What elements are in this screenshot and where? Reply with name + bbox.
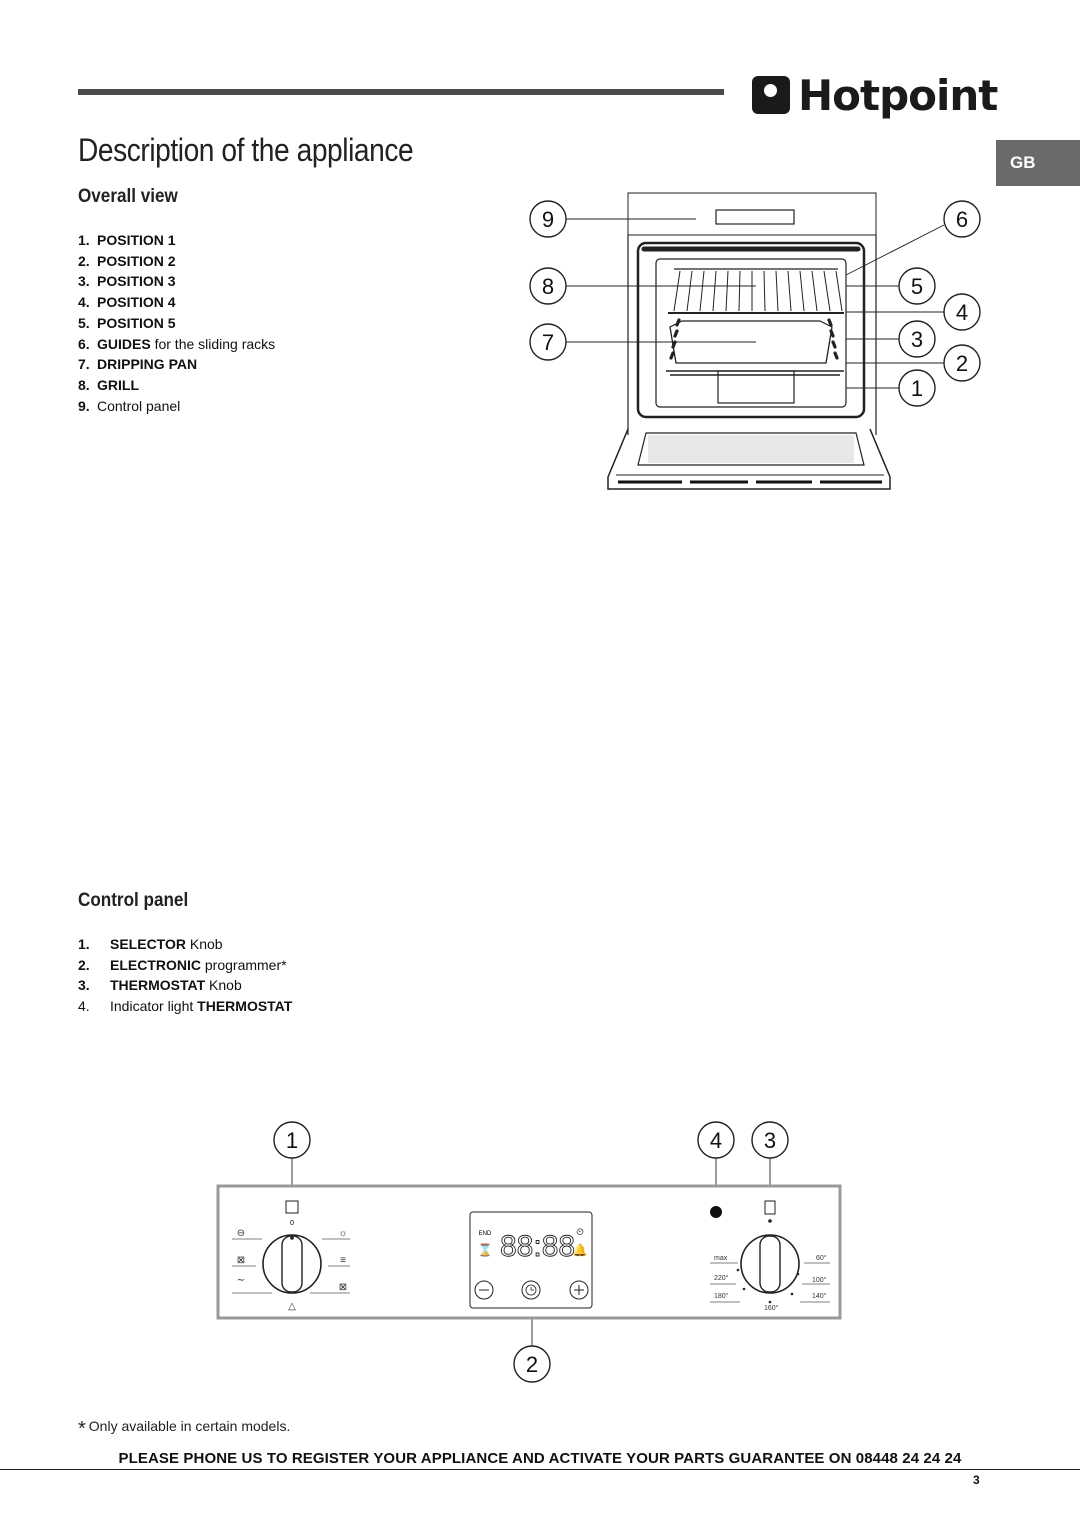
overall-view-heading: Overall view	[78, 186, 178, 207]
callout-4: 4	[955, 300, 969, 325]
list-item: 1. SELECTOR Knob	[78, 936, 223, 952]
minus-button[interactable]	[475, 1281, 493, 1299]
footnote: * Only available in certain models.	[78, 1418, 291, 1440]
alarm-clock-icon: ⏲	[576, 1227, 584, 1238]
callout-6: 6	[955, 207, 969, 232]
clock-button[interactable]	[522, 1281, 540, 1299]
control-panel-heading: Control panel	[78, 890, 189, 911]
control-panel-list	[78, 934, 292, 1017]
svg-text:220°: 220°	[714, 1275, 729, 1282]
header-rule	[78, 89, 724, 95]
pizza-icon: △	[288, 1301, 296, 1312]
list-item: 4. POSITION 4	[78, 294, 176, 311]
svg-text:0: 0	[290, 1220, 294, 1227]
digital-display: 88:88	[500, 1230, 576, 1263]
thermostat-indicator-light	[710, 1206, 722, 1218]
top-heat-icon: ≡	[340, 1255, 346, 1266]
side-guides	[671, 320, 837, 358]
list-item: 3. THERMOSTAT Knob	[78, 977, 242, 994]
display-window	[716, 210, 794, 224]
page-number: 3	[973, 1473, 980, 1487]
list-item: 4. Indicator light THERMOSTAT	[78, 998, 293, 1015]
list-item: 9. Control panel	[78, 397, 181, 414]
callout-1: 1	[285, 1128, 299, 1153]
svg-text:max: max	[714, 1255, 728, 1262]
list-item: 8. GRILL	[78, 376, 139, 393]
callout-3: 3	[910, 327, 924, 352]
bell-icon: 🔔	[572, 1243, 588, 1257]
list-item: 1. POSITION 1	[78, 232, 176, 248]
svg-text:180°: 180°	[714, 1293, 729, 1300]
list-item: 5. POSITION 5	[78, 314, 176, 331]
hourglass-icon: ⌛	[477, 1243, 493, 1257]
svg-text:60°: 60°	[816, 1255, 827, 1262]
hotpoint-logo-icon	[752, 76, 790, 114]
list-item: 2. POSITION 2	[78, 252, 176, 269]
callout-1: 1	[910, 376, 924, 401]
overall-view-list	[78, 230, 275, 416]
callout-4: 4	[709, 1128, 723, 1153]
grill-rack	[668, 269, 844, 313]
list-item: 7. DRIPPING PAN	[78, 356, 198, 373]
oven-diagram	[520, 185, 1000, 495]
callout-2: 2	[955, 351, 969, 376]
callout-7: 7	[541, 330, 555, 355]
language-tab: GB	[996, 140, 1080, 186]
brand-name: Hotpoint	[798, 70, 998, 120]
fan-grill-icon: ⊠	[338, 1282, 348, 1293]
brand-logo	[752, 72, 997, 118]
list-item: 2. ELECTRONIC programmer*	[78, 956, 287, 973]
callout-5: 5	[910, 274, 924, 299]
electronic-programmer[interactable]	[470, 1212, 592, 1308]
light-icon: ☼	[338, 1228, 348, 1239]
callout-8: 8	[541, 274, 555, 299]
grill-icon: ∼	[236, 1275, 246, 1286]
list-item: 6. GUIDES for the sliding racks	[78, 335, 276, 352]
fan-icon: ⊠	[236, 1255, 246, 1266]
plus-button[interactable]	[570, 1281, 588, 1299]
svg-text:160°: 160°	[764, 1305, 779, 1312]
list-item: 3. POSITION 3	[78, 273, 176, 290]
control-panel-diagram	[210, 1118, 850, 1388]
registration-banner: PLEASE PHONE US TO REGISTER YOUR APPLIANCE AND ACTIVATE YOUR PARTS GUARANTEE ON 08448 24 24 24	[118, 1450, 962, 1467]
bake-icon: ⊖	[236, 1228, 246, 1239]
callout-9: 9	[541, 207, 555, 232]
end-label: END	[478, 1231, 492, 1237]
page-title: Description of the appliance	[78, 132, 414, 168]
footer-rule	[0, 1469, 1080, 1470]
svg-text:100°: 100°	[812, 1277, 827, 1284]
callout-2: 2	[525, 1352, 539, 1377]
callout-3: 3	[763, 1128, 777, 1153]
svg-text:140°: 140°	[812, 1293, 827, 1300]
